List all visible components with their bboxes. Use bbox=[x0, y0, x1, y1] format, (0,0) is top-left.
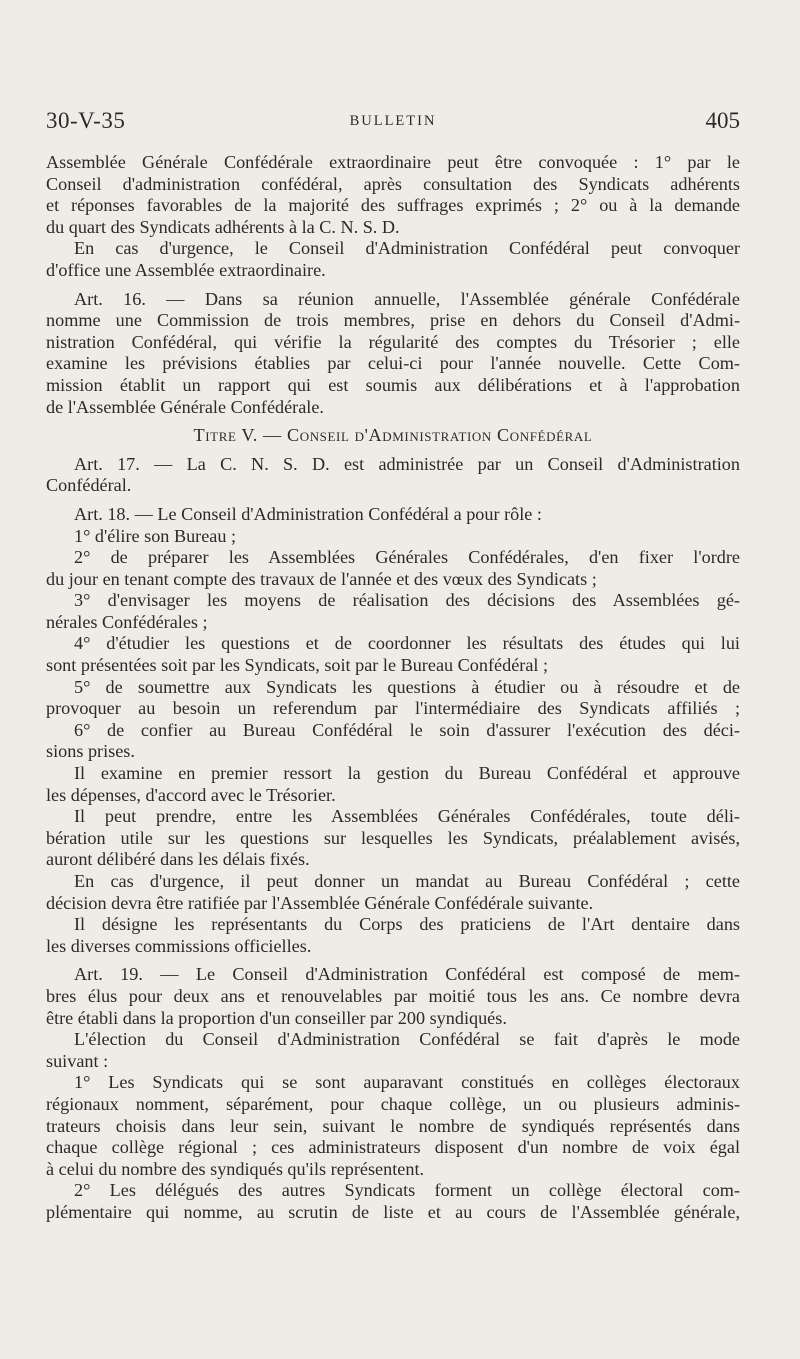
section-heading: Titre V. — Conseil d'Administration Confédéral bbox=[193, 425, 593, 446]
text-line: suivant : bbox=[46, 1050, 109, 1071]
text-line: à celui du nombre des syndiqués qu'ils représentent. bbox=[46, 1158, 425, 1179]
header-title: BULLETIN bbox=[349, 113, 437, 129]
text-line: du quart des Syndicats adhérents à la C. N. S. D. bbox=[46, 216, 400, 237]
text-line: 5° de soumettre aux Syndicats les questions à étudier ou à résoudre et de bbox=[74, 676, 740, 697]
text-line: du jour en tenant compte des travaux de l'année et des vœux des Syndicats ; bbox=[46, 568, 597, 589]
text-line: Assemblée Générale Confédérale extraordinaire peut être convoquée : 1° par le bbox=[46, 152, 740, 172]
text-line: d'office une Assemblée extraordinaire. bbox=[46, 259, 326, 280]
text-line: 3° d'envisager les moyens de réalisation des décisions des Assemblées gé- bbox=[74, 590, 740, 611]
text-line: être établi dans la proportion d'un conseiller par 200 syndiqués. bbox=[46, 1007, 507, 1028]
text-line: bération utile sur les questions sur lesquelles les Syndicats, préalablement avisés, bbox=[46, 827, 740, 848]
document-page bbox=[46, 0, 740, 1359]
text-line: En cas d'urgence, le Conseil d'Administration Confédéral peut convoquer bbox=[74, 238, 740, 259]
text-line: nomme une Commission de trois membres, prise en dehors du Conseil d'Admi- bbox=[46, 310, 740, 331]
header-date: 30-V-35 bbox=[46, 108, 126, 133]
text-line: Art. 17. — La C. N. S. D. est administrée par un Conseil d'Administration bbox=[74, 453, 740, 474]
text-line: décision devra être ratifiée par l'Assemblée Générale Confédérale suivante. bbox=[46, 892, 594, 913]
text-line: trateurs choisis dans leur sein, suivant le nombre de syndiqués représentés dans bbox=[46, 1115, 740, 1136]
text-line: Art. 19. — Le Conseil d'Administration Confédéral est composé de mem- bbox=[74, 964, 740, 985]
text-line: Conseil d'administration confédéral, après consultation des Syndicats adhérents bbox=[46, 173, 740, 194]
running-header bbox=[46, 108, 740, 140]
text-line: Il désigne les représentants du Corps des praticiens de l'Art dentaire dans bbox=[74, 914, 740, 935]
text-line: 2° de préparer les Assemblées Générales Confédérales, d'en fixer l'ordre bbox=[74, 547, 740, 568]
text-line: les dépenses, d'accord avec le Trésorier. bbox=[46, 784, 336, 805]
text-line: bres élus pour deux ans et renouvelables par moitié tous les ans. Ce nombre devra bbox=[46, 985, 740, 1006]
text-line: examine les prévisions établies par celui-ci pour l'année nouvelle. Cette Com- bbox=[46, 353, 740, 374]
text-line: provoquer au besoin un referendum par l'intermédiaire des Syndicats affiliés ; bbox=[46, 698, 740, 719]
text-line: 4° d'étudier les questions et de coordonner les résultats des études qui lui bbox=[74, 633, 740, 654]
text-line: sont présentées soit par les Syndicats, soit par le Bureau Confédéral ; bbox=[46, 655, 549, 676]
text-line: régionaux nomment, séparément, pour chaque collège, un ou plusieurs adminis- bbox=[46, 1093, 740, 1114]
text-line: mission établit un rapport qui est soumis aux délibérations et à l'approbation bbox=[46, 374, 740, 395]
text-line: Confédéral. bbox=[46, 475, 132, 496]
body-text bbox=[46, 152, 740, 1224]
text-line: 1° Les Syndicats qui se sont auparavant constitués en collèges électoraux bbox=[74, 1072, 740, 1093]
text-line: plémentaire qui nomme, au scrutin de liste et au cours de l'Assemblée générale, bbox=[46, 1201, 740, 1222]
text-line: 2° Les délégués des autres Syndicats forment un collège électoral com- bbox=[74, 1180, 740, 1201]
page-number: 405 bbox=[705, 108, 740, 133]
text-line: de l'Assemblée Générale Confédérale. bbox=[46, 396, 324, 417]
text-line: chaque collège régional ; ces administrateurs disposent d'un nombre de voix égal bbox=[46, 1137, 740, 1158]
text-line: L'élection du Conseil d'Administration Confédéral se fait d'après le mode bbox=[74, 1029, 740, 1050]
text-line: Il peut prendre, entre les Assemblées Générales Confédérales, toute déli- bbox=[74, 806, 740, 827]
text-line: En cas d'urgence, il peut donner un mandat au Bureau Confédéral ; cette bbox=[74, 871, 740, 891]
text-line: 6° de confier au Bureau Confédéral le soin d'assurer l'exécution des déci- bbox=[74, 719, 740, 740]
text-line: les diverses commissions officielles. bbox=[46, 935, 312, 956]
text-line: nérales Confédérales ; bbox=[46, 611, 208, 632]
text-line: et réponses favorables de la majorité des suffrages exprimés ; 2° ou à la demande bbox=[46, 195, 740, 216]
text-line: Art. 18. — Le Conseil d'Administration Confédéral a pour rôle : bbox=[74, 503, 542, 524]
text-line: 1° d'élire son Bureau ; bbox=[74, 525, 237, 546]
text-line: sions prises. bbox=[46, 741, 135, 762]
text-line: auront délibéré dans les délais fixés. bbox=[46, 849, 310, 870]
text-line: nistration Confédéral, qui vérifie la régularité des comptes du Trésorier ; elle bbox=[46, 331, 740, 352]
text-line: Il examine en premier ressort la gestion du Bureau Confédéral et approuve bbox=[74, 763, 740, 784]
text-line: Art. 16. — Dans sa réunion annuelle, l'Assemblée générale Confédérale bbox=[74, 288, 740, 309]
